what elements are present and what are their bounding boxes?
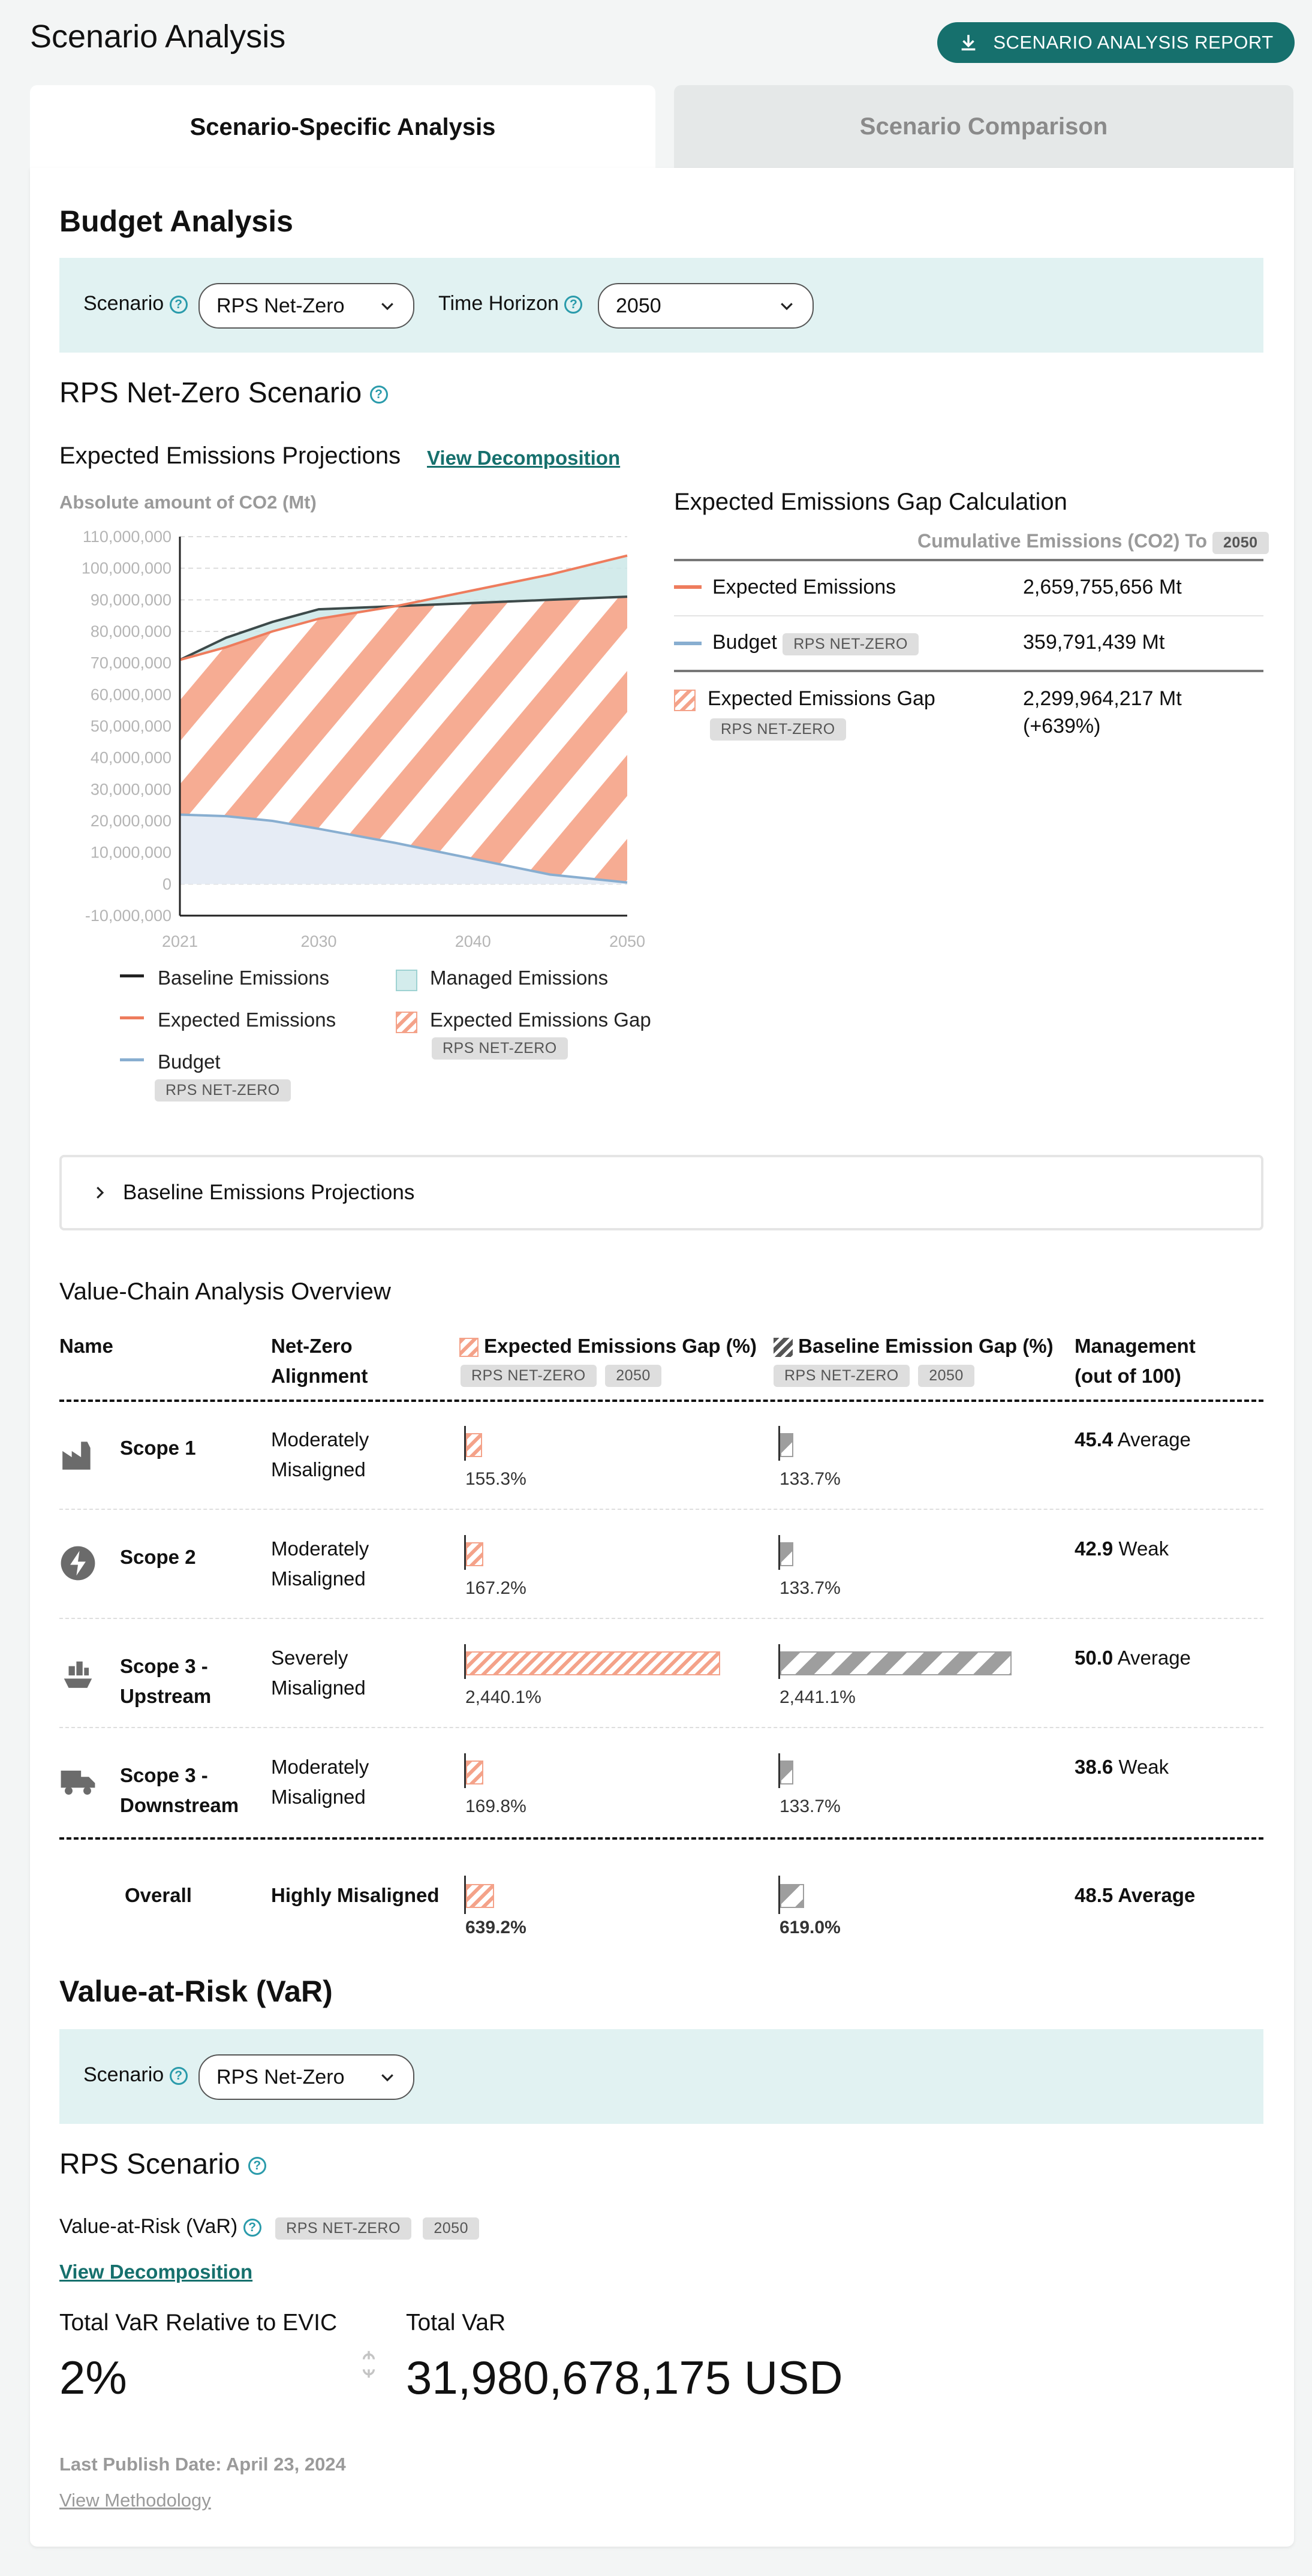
time-horizon-label: Time Horizon ? bbox=[438, 292, 582, 315]
scenario-report-button[interactable] bbox=[937, 22, 1295, 63]
legend-gap-badge: RPS NET-ZERO bbox=[432, 1037, 568, 1060]
chart-y-axis-label: Absolute amount of CO2 (Mt) bbox=[59, 492, 317, 513]
vc-row-name: Scope 1 bbox=[120, 1437, 196, 1459]
vc-row-expected-bar bbox=[466, 1433, 482, 1457]
vc-header-alignment: Net-Zero Alignment bbox=[271, 1335, 368, 1387]
budget-analysis-heading: Budget Analysis bbox=[59, 204, 293, 238]
vc-overall-name: Overall bbox=[125, 1884, 192, 1906]
var-relative-label: Total VaR Relative to EVIC bbox=[59, 2310, 338, 2336]
download-icon bbox=[958, 32, 979, 53]
chart-y-tick-label: 0 bbox=[162, 875, 171, 893]
vc-row-expected-bar bbox=[466, 1542, 483, 1566]
chart-y-tick-label: 90,000,000 bbox=[90, 591, 171, 609]
vc-row-alignment: Moderately Misaligned bbox=[271, 1537, 369, 1590]
accordion-label: Baseline Emissions Projections bbox=[123, 1181, 415, 1204]
value-chain-title: Value-Chain Analysis Overview bbox=[59, 1278, 391, 1305]
scenario-label: Scenario ? bbox=[83, 292, 188, 315]
overall-baseline-value: 619.0% bbox=[780, 1918, 841, 1937]
vc-header-baseline-gap: Baseline Emission Gap (%) bbox=[774, 1331, 1054, 1361]
vc-header-name: Name bbox=[59, 1335, 113, 1357]
chart-y-tick-label: 60,000,000 bbox=[90, 685, 171, 704]
gap-row-budget-label: Budget RPS NET-ZERO bbox=[712, 631, 919, 655]
vc-row-alignment: Moderately Misaligned bbox=[271, 1428, 369, 1480]
vc-header-divider bbox=[59, 1400, 1263, 1402]
gap-row-gap-label: Expected Emissions Gap bbox=[708, 687, 935, 710]
vc-row-expected-value: 2,440.1% bbox=[465, 1687, 541, 1707]
vc-row-name: Scope 3 - Downstream bbox=[120, 1764, 239, 1816]
legend-budget-label: Budget bbox=[158, 1051, 221, 1073]
legend-baseline-label: Baseline Emissions bbox=[158, 967, 330, 989]
gap-row-budget-badge: RPS NET-ZERO bbox=[783, 633, 919, 655]
vc-header-expected-gap: Expected Emissions Gap (%) bbox=[459, 1331, 757, 1361]
legend-gap-swatch bbox=[396, 1012, 417, 1033]
time-horizon-help-icon[interactable]: ? bbox=[564, 296, 582, 314]
var-total-label: Total VaR bbox=[406, 2310, 506, 2336]
chart-x-ticks bbox=[162, 932, 645, 950]
vc-row-divider bbox=[59, 1727, 1263, 1728]
chart-y-tick-label: 10,000,000 bbox=[90, 843, 171, 862]
time-horizon-select-value: 2050 bbox=[616, 294, 661, 317]
gap-row-budget-value: 359,791,439 Mt bbox=[1023, 631, 1165, 654]
vc-row-name: Scope 2 bbox=[120, 1546, 196, 1568]
gap-calc-row-rule bbox=[674, 615, 1263, 616]
chart-y-tick-label: 50,000,000 bbox=[90, 717, 171, 735]
gap-row-gap-value: 2,299,964,217 Mt bbox=[1023, 687, 1182, 710]
var-scenario-title: RPS Scenario ? bbox=[59, 2148, 266, 2181]
chart-x-tick-label: 2040 bbox=[455, 932, 491, 950]
tab-scenario-specific[interactable]: Scenario-Specific Analysis bbox=[30, 85, 655, 169]
scenario-select[interactable] bbox=[198, 283, 414, 329]
vc-row-expected-bar bbox=[466, 1761, 483, 1784]
var-relative-value: 2% bbox=[59, 2351, 127, 2404]
vc-row-baseline-bar bbox=[780, 1542, 793, 1566]
gap-calc-total-rule bbox=[674, 670, 1263, 672]
chart-y-tick-label: 20,000,000 bbox=[90, 812, 171, 830]
projections-title: Expected Emissions Projections bbox=[59, 443, 401, 469]
gap-row-expected-value: 2,659,755,656 Mt bbox=[1023, 576, 1182, 598]
chart-y-tick-label: 80,000,000 bbox=[90, 622, 171, 640]
vc-row-baseline-value: 2,441.1% bbox=[780, 1687, 856, 1707]
chart-y-tick-label: 30,000,000 bbox=[90, 780, 171, 799]
overall-expected-bar bbox=[466, 1884, 494, 1908]
vc-row-expected-value: 169.8% bbox=[465, 1796, 526, 1816]
legend-budget-swatch bbox=[120, 1058, 144, 1061]
baseline-gap-swatch bbox=[774, 1338, 793, 1357]
vc-expected-badges: RPS NET-ZERO 2050 bbox=[461, 1365, 661, 1387]
legend-gap-label: Expected Emissions Gap bbox=[430, 1009, 651, 1031]
emissions-chart bbox=[48, 522, 648, 959]
vc-row-management: 50.0 Average bbox=[1075, 1647, 1191, 1669]
chart-y-tick-label: 70,000,000 bbox=[90, 654, 171, 672]
var-title-help-icon[interactable]: ? bbox=[248, 2157, 266, 2175]
var-heading: Value-at-Risk (VaR) bbox=[59, 1975, 333, 2008]
vc-row-management: 42.9 Weak bbox=[1075, 1537, 1169, 1560]
vc-row-management: 38.6 Weak bbox=[1075, 1756, 1169, 1778]
chart-y-tick-label: 40,000,000 bbox=[90, 748, 171, 767]
ship-icon bbox=[59, 1654, 97, 1691]
chart-x-tick-label: 2021 bbox=[161, 932, 198, 950]
vc-row-baseline-value: 133.7% bbox=[780, 1469, 841, 1489]
chart-y-tick-label: 100,000,000 bbox=[81, 559, 171, 577]
factory-icon bbox=[59, 1436, 97, 1473]
gap-calc-column-header: Cumulative Emissions (CO2) To 2050 bbox=[917, 530, 1269, 554]
vc-overall-alignment: Highly Misaligned bbox=[271, 1884, 440, 1906]
truck-icon bbox=[59, 1763, 97, 1800]
legend-managed-label: Managed Emissions bbox=[430, 967, 609, 989]
gap-row-expected-label: Expected Emissions bbox=[712, 576, 896, 598]
gap-row-gap-badge: RPS NET-ZERO bbox=[710, 718, 846, 741]
gap-calc-column-badge: 2050 bbox=[1212, 532, 1269, 554]
vc-header-management: Management (out of 100) bbox=[1075, 1335, 1196, 1387]
overall-expected-value: 639.2% bbox=[465, 1918, 526, 1937]
vc-overall-management: 48.5 Average bbox=[1075, 1884, 1196, 1906]
vc-baseline-badges: RPS NET-ZERO 2050 bbox=[774, 1365, 974, 1387]
chevron-right-icon bbox=[91, 1184, 109, 1202]
var-scenario-select[interactable] bbox=[198, 2054, 414, 2100]
chart-y-tick-label: -10,000,000 bbox=[85, 907, 171, 925]
overall-baseline-bar bbox=[780, 1884, 804, 1908]
vc-row-baseline-bar bbox=[780, 1761, 793, 1784]
var-total-value: 31,980,678,175 USD bbox=[406, 2351, 843, 2404]
expected-gap-swatch bbox=[459, 1338, 479, 1357]
vc-row-divider bbox=[59, 1509, 1263, 1510]
chart-y-tick-label: 110,000,000 bbox=[82, 528, 171, 546]
scenario-title-help-icon[interactable]: ? bbox=[370, 386, 388, 404]
legend-expected-label: Expected Emissions bbox=[158, 1009, 336, 1031]
baseline-projections-accordion[interactable] bbox=[59, 1155, 1263, 1230]
gap-row-expected-swatch bbox=[674, 585, 702, 589]
vc-row-alignment: Moderately Misaligned bbox=[271, 1756, 369, 1808]
gap-calc-header-rule bbox=[674, 559, 1263, 561]
last-publish-date: Last Publish Date: April 23, 2024 bbox=[59, 2454, 346, 2475]
legend-budget-badge: RPS NET-ZERO bbox=[155, 1079, 291, 1102]
legend-expected-swatch bbox=[120, 1016, 144, 1019]
gap-row-budget-swatch bbox=[674, 642, 702, 645]
vc-row-baseline-bar bbox=[780, 1651, 1012, 1675]
chart-x-tick-label: 2050 bbox=[609, 932, 646, 950]
link-icon bbox=[359, 2349, 379, 2379]
report-button-label: SCENARIO ANALYSIS REPORT bbox=[993, 32, 1274, 53]
vc-row-baseline-bar bbox=[780, 1433, 793, 1457]
vc-row-expected-value: 155.3% bbox=[465, 1469, 526, 1489]
var-scenario-label: Scenario ? bbox=[83, 2063, 188, 2087]
view-methodology-link[interactable]: View Methodology bbox=[59, 2490, 211, 2511]
scenario-help-icon[interactable]: ? bbox=[170, 296, 188, 314]
gap-row-gap-percent: (+639%) bbox=[1023, 715, 1101, 738]
view-decomposition-link[interactable]: View Decomposition bbox=[427, 447, 621, 469]
gap-calc-title: Expected Emissions Gap Calculation bbox=[674, 489, 1067, 515]
var-scenario-select-value: RPS Net-Zero bbox=[216, 2065, 345, 2089]
chevron-down-icon bbox=[778, 297, 796, 315]
scenario-select-value: RPS Net-Zero bbox=[216, 294, 345, 317]
legend-managed-swatch bbox=[396, 970, 417, 991]
time-horizon-select[interactable] bbox=[598, 283, 814, 329]
scenario-title: RPS Net-Zero Scenario ? bbox=[59, 377, 388, 410]
var-label: Value-at-Risk (VaR) ? RPS NET-ZERO 2050 bbox=[59, 2215, 479, 2240]
tab-scenario-comparison[interactable]: Scenario Comparison bbox=[674, 85, 1293, 168]
chevron-down-icon bbox=[378, 2068, 396, 2086]
page-title: Scenario Analysis bbox=[30, 19, 286, 55]
var-help-icon[interactable]: ? bbox=[243, 2219, 261, 2237]
vc-row-baseline-value: 133.7% bbox=[780, 1578, 841, 1598]
vc-overall-divider bbox=[59, 1837, 1263, 1840]
vc-row-name: Scope 3 - Upstream bbox=[120, 1655, 212, 1707]
vc-row-alignment: Severely Misaligned bbox=[271, 1647, 366, 1699]
vc-row-expected-bar bbox=[466, 1651, 720, 1675]
vc-row-baseline-value: 133.7% bbox=[780, 1796, 841, 1816]
vc-row-expected-value: 167.2% bbox=[465, 1578, 526, 1598]
chevron-down-icon bbox=[378, 297, 396, 315]
var-scenario-help-icon[interactable]: ? bbox=[170, 2067, 188, 2085]
gap-row-gap-swatch bbox=[674, 690, 696, 711]
lightning-icon bbox=[59, 1545, 97, 1582]
vc-row-management: 45.4 Average bbox=[1075, 1428, 1191, 1450]
var-view-decomposition-link[interactable]: View Decomposition bbox=[59, 2261, 253, 2283]
legend-baseline-swatch bbox=[120, 974, 144, 977]
chart-x-tick-label: 2030 bbox=[300, 932, 337, 950]
vc-row-divider bbox=[59, 1618, 1263, 1619]
